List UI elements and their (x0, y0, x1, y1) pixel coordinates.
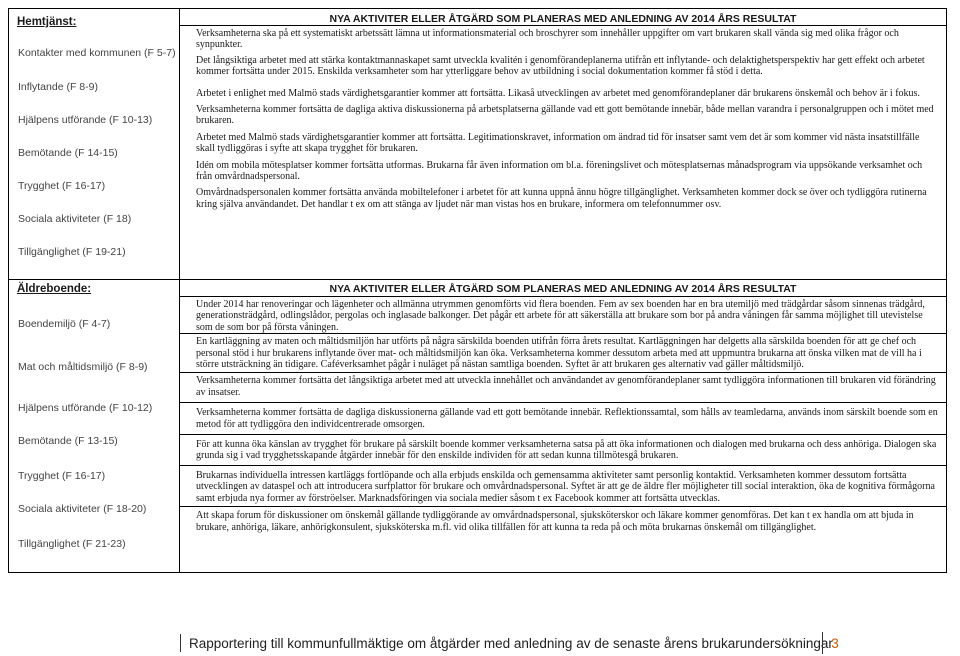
report-table (8, 8, 947, 573)
aldreboende-paragraph-6: Brukarnas individuella intressen kartläggs fortlöpande och alla erbjuds enskilda och gemensamma aktiviteter samt personlig kontaktid. Verksamheten kommer dessutom fortsätta utvecklingen av dataspel och att introducera surfplattor för brukare och omvårdnadspersonal. Syftet är att ge de äldre fler möjligheter till social interaktion, öka de kognitiva förmågorna samt erbjuda nya former av förströelser. Marknadsföringen via sociala medier såsom t ex Facebook kommer att fortsätta utvecklas. (196, 469, 935, 504)
sidebar-item-mat-och-maltidsmiljo: Mat och måltidsmiljö (F 8-9) (18, 361, 148, 373)
sidebar-item-sociala-aktiviteter: Sociala aktiviteter (F 18) (18, 213, 132, 225)
sidebar-item-trygghet: Trygghet (F 16-17) (18, 470, 106, 482)
hemtjanst-paragraph-2: Det långsiktiga arbetet med att stärka kontaktmannaskapet samt utveckla kvalitén i genomförandeplanerna utifrån ett inflytande- och delaktighetsperspektiv har gett effekt och arbetet kommer fortsätta under 2015. Enskilda verksamheter som har ytterliggare behov av utbildning i social dokumentation kommer få stöd i detta. (196, 54, 925, 78)
sidebar-item-kontakter: Kontakter med kommunen (F 5-7) (18, 47, 176, 59)
sidebar-item-tillganglighet: Tillgänglighet (F 21-23) (18, 538, 126, 550)
hemtjanst-heading: NYA AKTIVITER ELLER ÅTGÄRD SOM PLANERAS MED ANLEDNING AV 2014 ÅRS RESULTAT (329, 13, 797, 25)
hemtjanst-content (180, 9, 947, 280)
hemtjanst-paragraph-4: Verksamheterna kommer fortsätta de dagliga aktiva diskussionerna på arbetsplatserna gällande vad ett gott bemötande innebär, både mellan varandra i personalgruppen och i mötet med brukaren. (196, 104, 934, 127)
aldreboende-heading: NYA AKTIVITER ELLER ÅTGÄRD SOM PLANERAS MED ANLEDNING AV 2014 ÅRS RESULTAT (329, 283, 797, 295)
hemtjanst-paragraph-3: Arbetet i enlighet med Malmö stads värdighetsgarantier kommer att fortsätta. Likaså utvecklingen av arbetet med genomförandeplaner där brukarens önskemål och behov är i fokus. (196, 87, 920, 99)
hemtjanst-paragraph-6: Idén om mobila mötesplatser kommer fortsätta utformas. Brukarna får även information om bl.a. föreningslivet och mötesplatsernas månadsprogram via uppsökande verksamhet och från omvårdnadspersonal. (196, 159, 923, 183)
aldreboende-title: Äldreboende: (17, 283, 92, 295)
hemtjanst-paragraph-1: Verksamheterna ska på ett systematiskt arbetssätt lämna ut informationsmaterial och broschyrer som innehåller uppgifter om vart brukaren skall vända sig med olika frågor och synpunkter. (196, 28, 899, 51)
sidebar-item-trygghet: Trygghet (F 16-17) (18, 180, 106, 192)
hemtjanst-row (9, 9, 947, 280)
sidebar-item-tillganglighet: Tillgänglighet (F 19-21) (18, 246, 126, 258)
aldreboende-paragraph-7: Att skapa forum för diskussioner om önskemål gällande tydliggörande av omvårdnadspersonal, sjuksköterskor och läkare kommer genomföras. Det kan t ex handla om att bjuda in brukare, anhöriga, läkare, anhörigkonsulent, sjuksköterska m.fl. vid olika tillfällen för att kunna ta reda på och möta brukarnas önskemål om tillgänglighet. (196, 510, 914, 533)
sidebar-item-bemotande: Bemötande (F 14-15) (18, 147, 118, 159)
hemtjanst-title: Hemtjänst: (17, 16, 77, 28)
sidebar-item-sociala-aktiviteter: Sociala aktiviteter (F 18-20) (18, 503, 147, 515)
page-number: 3 (822, 632, 847, 654)
sidebar-item-inflytande: Inflytande (F 8-9) (18, 81, 98, 93)
sidebar-item-hjalpens-utforande: Hjälpens utförande (F 10-12) (18, 402, 153, 414)
aldreboende-paragraph-2: En kartläggning av maten och måltidsmiljön har utförts på några särskilda boenden utifrån förra årets resultat. Kartläggningen har delgetts alla särskilda boenden för att ge chef och personal stöd i hur brukarens inflytande över mat- och måltidsmiljön kan öka. Verksamheterna kommer dessutom arbeta med att uppmuntra brukarna att önska vilken mat de vill ha i större utsträckning än tidigare. Caféverksamhet pågår i nuläget på nästan samtliga boenden. Syftet är att brukaren ges alternativ vad gäller måltidsmiljö. (196, 336, 922, 371)
footer-title: Rapportering till kommunfullmäktige om åtgärder med anledning av de senaste årens brukarundersökningar (189, 635, 833, 651)
hemtjanst-paragraph-7: Omvårdnadspersonalen kommer fortsätta använda mobiltelefoner i arbetet för att kunna uppnå ännu högre tillgänglighet. Verksamheten kommer dock se över och tydliggöra rutinerna kring själva användandet. Det handlar t ex om att stänga av ljudet när man vistas hos en brukare, informera om telefonnummer osv. (196, 187, 927, 210)
aldreboende-paragraph-5: För att kunna öka känslan av trygghet för brukare på särskilt boende kommer verksamheterna satsa på att öka informationen och dialogen med brukarna och dess anhöriga. Dialogen ska grunda sig i vad trygghetsskapande åtgärder innebär för den enskilde individen för att sedan kunna tillmötesgå brukaren. (196, 439, 937, 462)
aldreboende-paragraph-3: Verksamheterna kommer fortsätta det långsiktiga arbetet med att utveckla innehållet och användandet av genomförandeplaner samt tydliggöra informationen till brukaren vid förändring av insatser. (196, 375, 936, 398)
aldreboende-paragraph-1: Under 2014 har renoveringar och lägenheter och allmänna utrymmen genomförts vid flera boenden. Fem av sex boenden har en bra utemiljö med trädgårdar såsom sinnenas trädgård, generationsträdgård, odlingslådor, pergolas och inglasade balkonger. Det pågår ett arbete för att säkerställa att brukare som bor på andra våningen får samma möjlighet till utevistelse som de som bor på första våningen. (196, 299, 925, 333)
sidebar-item-bemotande: Bemötande (F 13-15) (18, 435, 118, 447)
hemtjanst-sidebar (9, 9, 180, 280)
hemtjanst-paragraph-5: Arbetet med Malmö stads värdighetsgarantier kommer att fortsätta. Legitimationskravet, information om ändrad tid för insatser samt vem det är som kommer vid nästa insatstillfälle skall tydliggöras i syfte att skapa trygghet för brukaren. (196, 131, 920, 155)
footer-divider (180, 634, 181, 652)
page-footer (180, 632, 843, 654)
aldreboende-paragraph-4: Verksamheterna kommer fortsätta de dagliga diskussionerna gällande vad ett gott bemötande innebär. Reflektionssamtal, som hålls av teamledarna, används inom särskilt boende som en metod för att tydliggöra den individcentrerade omsorgen. (196, 407, 938, 430)
aldreboende-content (180, 280, 947, 573)
aldreboende-sidebar (9, 280, 180, 573)
sidebar-item-hjalpens-utforande: Hjälpens utförande (F 10-13) (18, 114, 153, 126)
aldreboende-row (9, 280, 947, 573)
sidebar-item-boendemiljo: Boendemiljö (F 4-7) (18, 318, 111, 330)
